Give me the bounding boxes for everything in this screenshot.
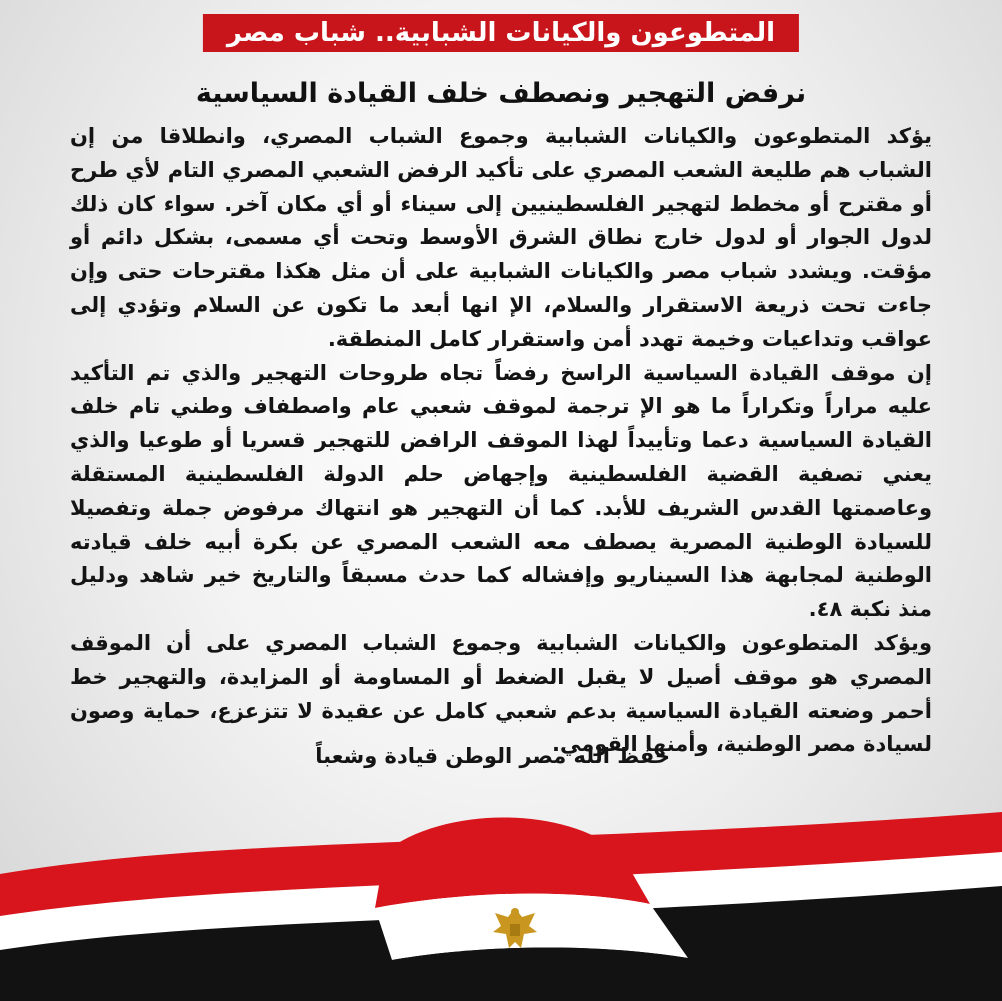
paragraph-2: إن موقف القيادة السياسية الراسخ رفضاً تجاه طروحات التهجير والذي تم التأكيد عليه مراراً وتكراراً ما هو الإ ترجمة لموقف شعبي عام واصطفاف وطني تام خلف القيادة السياسية دعما وتأييداً لهذا الموقف الرافض للتهجير قسريا أو طوعيا والذي يعني تصفية القضية الفلسطينية وإجهاض حلم الدولة الفلسطينية المستقلة وعاصمتها القدس الشريف للأبد. كما أن التهجير هو انتهاك مرفوض جملة وتفصيلا للسيادة الوطنية المصرية يصطف معه الشعب المصري عن بكرة أبيه خلف قيادته الوطنية لمجابهة هذا السيناريو وإفشاله كما حدث مسبقاً والتاريخ خير شاهد ودليل منذ نكبة ٤٨. xyxy=(70,360,932,622)
egypt-flag-ribbon xyxy=(0,790,1002,1001)
paragraph-3: ويؤكد المتطوعون والكيانات الشبابية وجموع الشباب المصري على أن الموقف المصري هو موقف أصيل لا يقبل الضغط أو المساومة أو المزايدة، والتهجير خط أحمر وضعته القيادة السياسية بدعم شعبي كامل عن عقيدة لا تتزعزع، حماية وصون لسيادة مصر الوطنية، وأمنها القومي. xyxy=(70,630,932,757)
statement-body xyxy=(70,120,932,762)
paragraph-1: يؤكد المتطوعون والكيانات الشبابية وجموع الشباب المصري، وانطلاقا من إن الشباب هم طليعة الشعب المصري على تأكيد الرفض الشعبي المصري التام لأي طرح أو مقترح أو مخطط لتهجير الفلسطينيين إلى سيناء أو أي مكان آخر. سواء كان ذلك لدول الجوار أو لدول خارج نطاق الشرق الأوسط وتحت أي مسمى، بشكل دائم أو مؤقت. ويشدد شباب مصر والكيانات الشبابية على أن مثل هكذا مقترحات حتى وإن جاءت تحت ذريعة الاستقرار والسلام، الإ انها أبعد ما تكون عن السلام وتؤدي إلى عواقب وتداعيات وخيمة تهدد أمن واستقرار كامل المنطقة. xyxy=(70,124,932,351)
page-headline: نرفض التهجير ونصطف خلف القيادة السياسية xyxy=(195,78,807,109)
banner-title: المتطوعون والكيانات الشبابية.. شباب مصر xyxy=(226,18,776,48)
header-banner xyxy=(203,14,799,52)
sign-off-line: حفظ الله مصر الوطن قيادة وشعباً xyxy=(315,744,670,768)
ribbon-black-band xyxy=(392,947,710,1001)
